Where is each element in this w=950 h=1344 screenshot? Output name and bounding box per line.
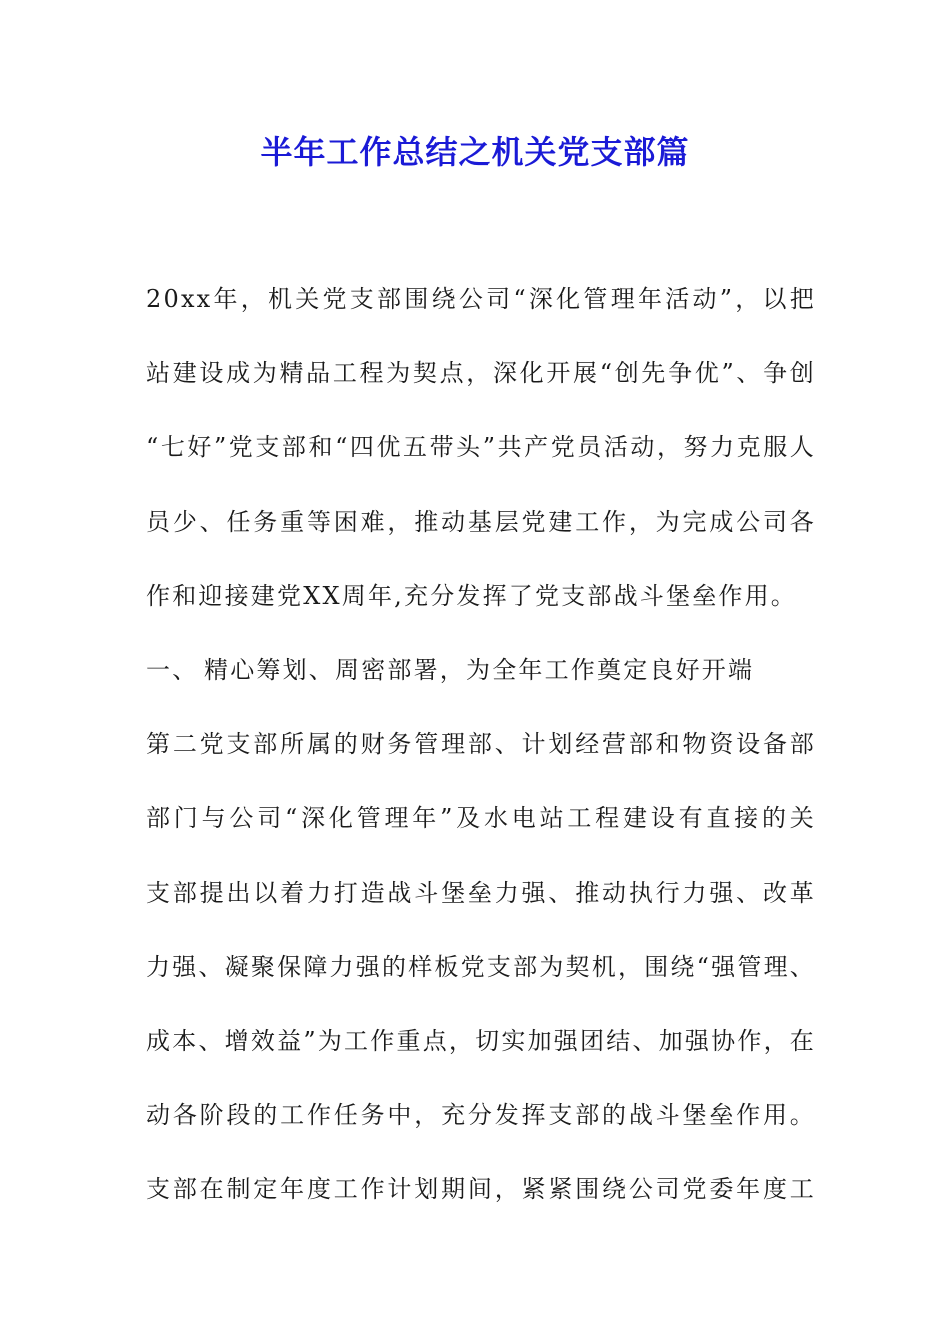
- paragraph-line: 20xx年，机关党支部围绕公司“深化管理年活动”，以把: [146, 285, 816, 313]
- document-title: 半年工作总结之机关党支部篇: [260, 133, 690, 171]
- paragraph-line: 员少、任务重等困难，推动基层党建工作，为完成公司各: [146, 507, 816, 536]
- document-body: [146, 262, 816, 1226]
- paragraph-line: “七好”党支部和“四优五带头”共产党员活动，努力克服人: [146, 433, 816, 462]
- paragraph-line: 成本、增效益”为工作重点，切实加强团结、加强协作，在: [146, 1026, 816, 1055]
- paragraph-line: 支部在制定年度工作计划期间，紧紧围绕公司党委年度工: [146, 1175, 816, 1204]
- section-heading: [146, 633, 816, 707]
- paragraph-line: 动各阶段的工作任务中，充分发挥支部的战斗堡垒作用。: [146, 1101, 816, 1130]
- paragraph-line: 力强、凝聚保障力强的样板党支部为契机，围绕“强管理、: [146, 952, 816, 981]
- paragraph-line: 站建设成为精品工程为契点，深化开展“创先争优”、争创: [146, 359, 816, 388]
- section-heading-text: 精心筹划、周密部署，为全年工作奠定良好开端: [204, 655, 755, 684]
- paragraph-line: 作和迎接建党XX周年,充分发挥了党支部战斗堡垒作用。: [146, 581, 797, 610]
- paragraph-line: 支部提出以着力打造战斗堡垒力强、推动执行力强、改革: [146, 878, 816, 907]
- paragraph-line: 部门与公司“深化管理年”及水电站工程建设有直接的关: [146, 804, 816, 833]
- section-number: 一、: [146, 655, 199, 684]
- paragraph-line: 第二党支部所属的财务管理部、计划经营部和物资设备部: [146, 730, 816, 759]
